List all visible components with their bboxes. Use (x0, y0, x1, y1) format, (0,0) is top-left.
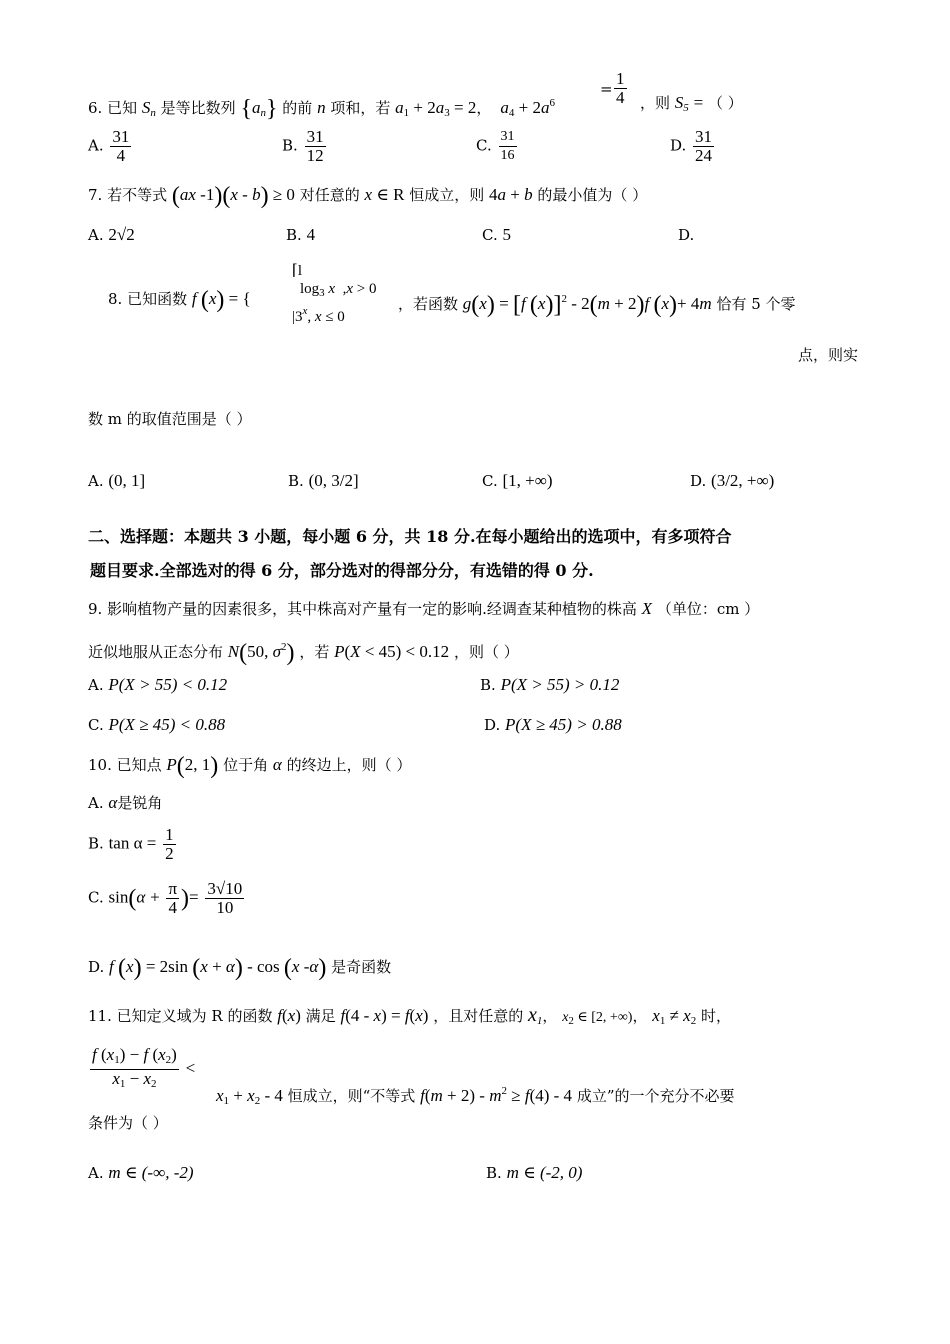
section2-heading-line1: 二、选择题：本题共 3 小题，每小题 6 分，共 18 分.在每小题给出的选项中，有多项符合 (88, 527, 732, 546)
q7-option-c[interactable]: C. 5 (482, 225, 511, 244)
q11-option-b[interactable]: B. m ∈ (-2, 0) (486, 1163, 583, 1182)
q7-stem: 7. 若不等式 (ax -1)(x - b) ≥ 0 对任意的 x ∈ R 恒成立，则 4a + b 的最小值为（ ） (88, 183, 648, 210)
q11-stem: 11. 已知定义域为 R 的函数 f(x) 满足 f(4 - x) = f(x) ，且对任意的 $x_1$， $x_2$ ∈ [2, +∞)， $x_1 \ne x_2$ 时， (88, 1004, 731, 1027)
q7-option-a[interactable]: A. 2√2 (88, 225, 135, 244)
q6-equals: = (600, 80, 613, 98)
q6-option-b[interactable]: B. $\frac{31}{12}$ (282, 127, 324, 165)
q6-option-c[interactable]: C. $\frac{31}{16}$ (476, 129, 515, 163)
q6-stem-end: ，则 $S_5$ = （ ） (640, 93, 743, 114)
q10-option-d[interactable]: D. f (x) = 2sin (x + α) - cos (x -α) 是奇函数 (88, 955, 392, 982)
q7-option-d[interactable]: D. (678, 226, 695, 244)
q9-option-a[interactable]: A. P(X > 55) < 0.12 (88, 675, 228, 694)
q6-stem: 6. 已知 $S_n$ 是等比数列 $\{a_n\}$ 的前 n 项和，若 $a_1 + 2a_3 = 2$， $a_4 + 2a^6$ (88, 96, 555, 122)
q7-option-b[interactable]: B. 4 (286, 225, 316, 244)
q8-stem: 8. 已知函数 f (x) = { (108, 287, 251, 314)
q9-line1: 9. 影响植物产量的因素很多，其中株高对产量有一定的影响.经调查某种植物的株高 X （单位：cm ） (88, 599, 760, 618)
q11-option-a[interactable]: A. m ∈ (-∞, -2) (88, 1163, 194, 1182)
q8-line2: 点，则实 (798, 346, 859, 364)
q8-piecewise: ⌈l $\log_3 x$ ,x > 0 |3$^x$, x ≤ 0 (292, 263, 377, 325)
q9-option-b[interactable]: B. P(X > 55) > 0.12 (480, 675, 620, 694)
q9-option-d[interactable]: D. P(X ≥ 45) > 0.88 (484, 715, 622, 734)
q8-option-d[interactable]: D. (3/2, +∞) (690, 471, 775, 490)
q10-stem: 10. 已知点 P(2, 1) 位于角 α 的终边上，则（ ） (88, 753, 412, 780)
q8-option-b[interactable]: B. (0, 3/2] (288, 471, 359, 490)
q6-stem-fraction: $\frac{1}{4}$ (616, 69, 625, 107)
q9-option-c[interactable]: C. P(X ≥ 45) < 0.88 (88, 715, 226, 734)
q11-line2: $x_1 + x_2 - 4$ 恒成立，则“不等式 $f(m + 2) - m^2 \ge f(4) - 4$ 成立”的一个充分不必要 (216, 1085, 735, 1107)
q10-option-c[interactable]: C. sin(α + $\frac{\pi}{4}$ )= $\frac{3√10}{10}$ (88, 879, 243, 917)
q9-line2: 近似地服从正态分布 N(50, $\sigma^2$) ，若 P(X < 45) < 0.12 ，则（ ） (88, 640, 519, 667)
q8-option-c[interactable]: C. [1, +∞) (482, 471, 553, 490)
q8-line3: 数 m 的取值范围是（ ） (88, 410, 252, 428)
q8-stem-mid: ，若函数 g(x) = [f (x)]$^2$ - 2(m + 2)f (x)+ 4m 恰有 5 个零 (398, 292, 796, 319)
q11-fraction: $\frac{f (x_1) - f (x_2)}{x_1 - x_2}$ < (92, 1045, 196, 1090)
q11-line3: 条件为（ ） (88, 1114, 168, 1132)
q6-option-d[interactable]: D. $\frac{31}{24}$ (670, 127, 713, 165)
q8-option-a[interactable]: A. (0, 1] (88, 471, 146, 490)
section2-heading-line2: 题目要求.全部选对的得 6 分，部分选对的得部分分，有选错的得 0 分. (90, 561, 594, 580)
q6-option-a[interactable]: A. $\frac{31}{4}$ (88, 127, 130, 165)
q10-option-b[interactable]: B. tan α = $\frac{1}{2}$ (88, 825, 174, 863)
q10-option-a[interactable]: A. α是锐角 (88, 793, 163, 812)
